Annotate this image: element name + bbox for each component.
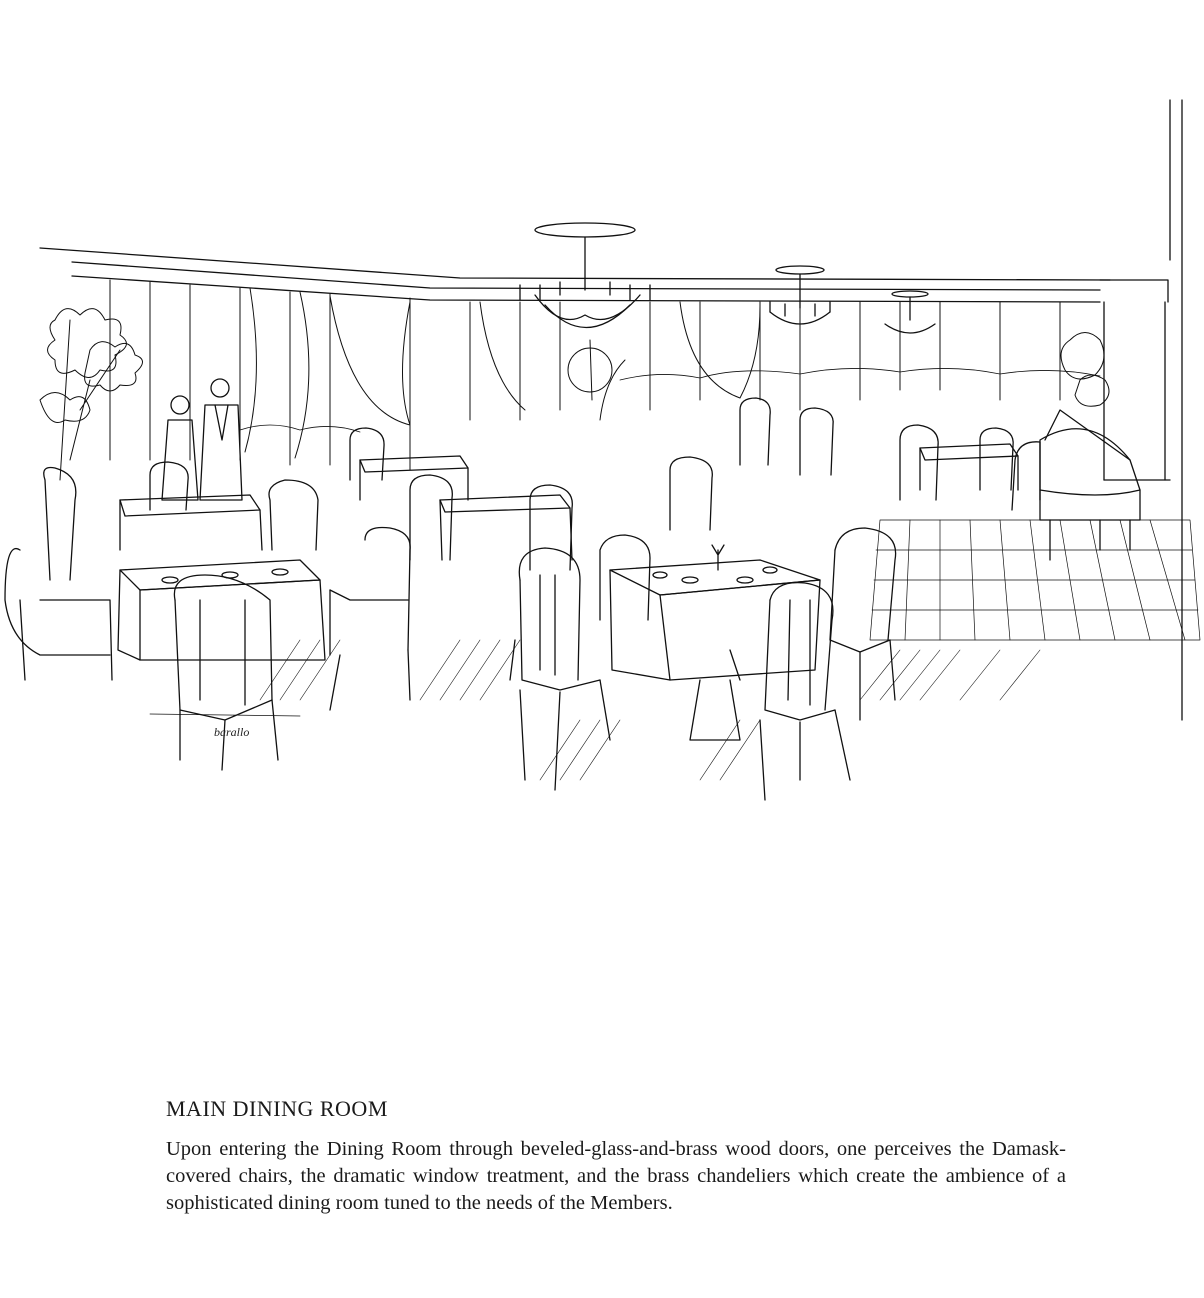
outdoor-horizon: [240, 368, 1100, 432]
dining-room-illustration: [0, 80, 1204, 820]
dining-chair: [670, 457, 712, 530]
dining-table: [120, 495, 262, 550]
chandelier: [885, 291, 935, 333]
chandelier: [520, 223, 650, 328]
dining-chair: [510, 548, 610, 790]
grand-piano: [1040, 410, 1140, 560]
dining-chair: [410, 475, 452, 560]
dining-chair: [150, 462, 188, 510]
potted-tree-right: [1061, 333, 1109, 407]
dining-table: [440, 495, 572, 560]
potted-tree-center: [568, 340, 625, 420]
dining-chair: [5, 549, 112, 680]
ceiling-cornice: [40, 248, 1168, 302]
artist-signature: [150, 714, 300, 739]
right-wall: [1104, 100, 1182, 720]
dining-table: [118, 560, 325, 660]
dining-chair: [830, 528, 896, 720]
caption-block: [166, 1096, 1066, 1217]
caption-body: Upon entering the Dining Room through beveled-glass-and-brass wood doors, one perceives the Damask-covered chairs, the dramatic window treatment, and the brass chandeliers which create the ambience of a sophisticated dining room tuned to the needs of the Members.: [166, 1138, 1066, 1214]
dining-chair: [330, 528, 410, 711]
dance-floor: [870, 520, 1200, 640]
dining-chair: [269, 480, 318, 550]
window-drapes: [110, 280, 1060, 470]
dining-chair: [900, 425, 938, 500]
caption-title: MAIN DINING ROOM: [166, 1096, 388, 1121]
dining-chair: [800, 408, 833, 475]
dining-chair: [174, 575, 278, 770]
dining-chair: [530, 485, 572, 570]
dining-chair: [1012, 442, 1040, 510]
carpet-hatching: [260, 640, 1040, 780]
dining-chair: [980, 428, 1013, 490]
potted-tree-left: [40, 309, 143, 480]
dining-table: [920, 444, 1018, 490]
standing-figures: [162, 379, 242, 500]
signature-text: barallo: [214, 725, 250, 739]
dining-chair: [740, 398, 770, 465]
dining-chair: [44, 468, 76, 581]
